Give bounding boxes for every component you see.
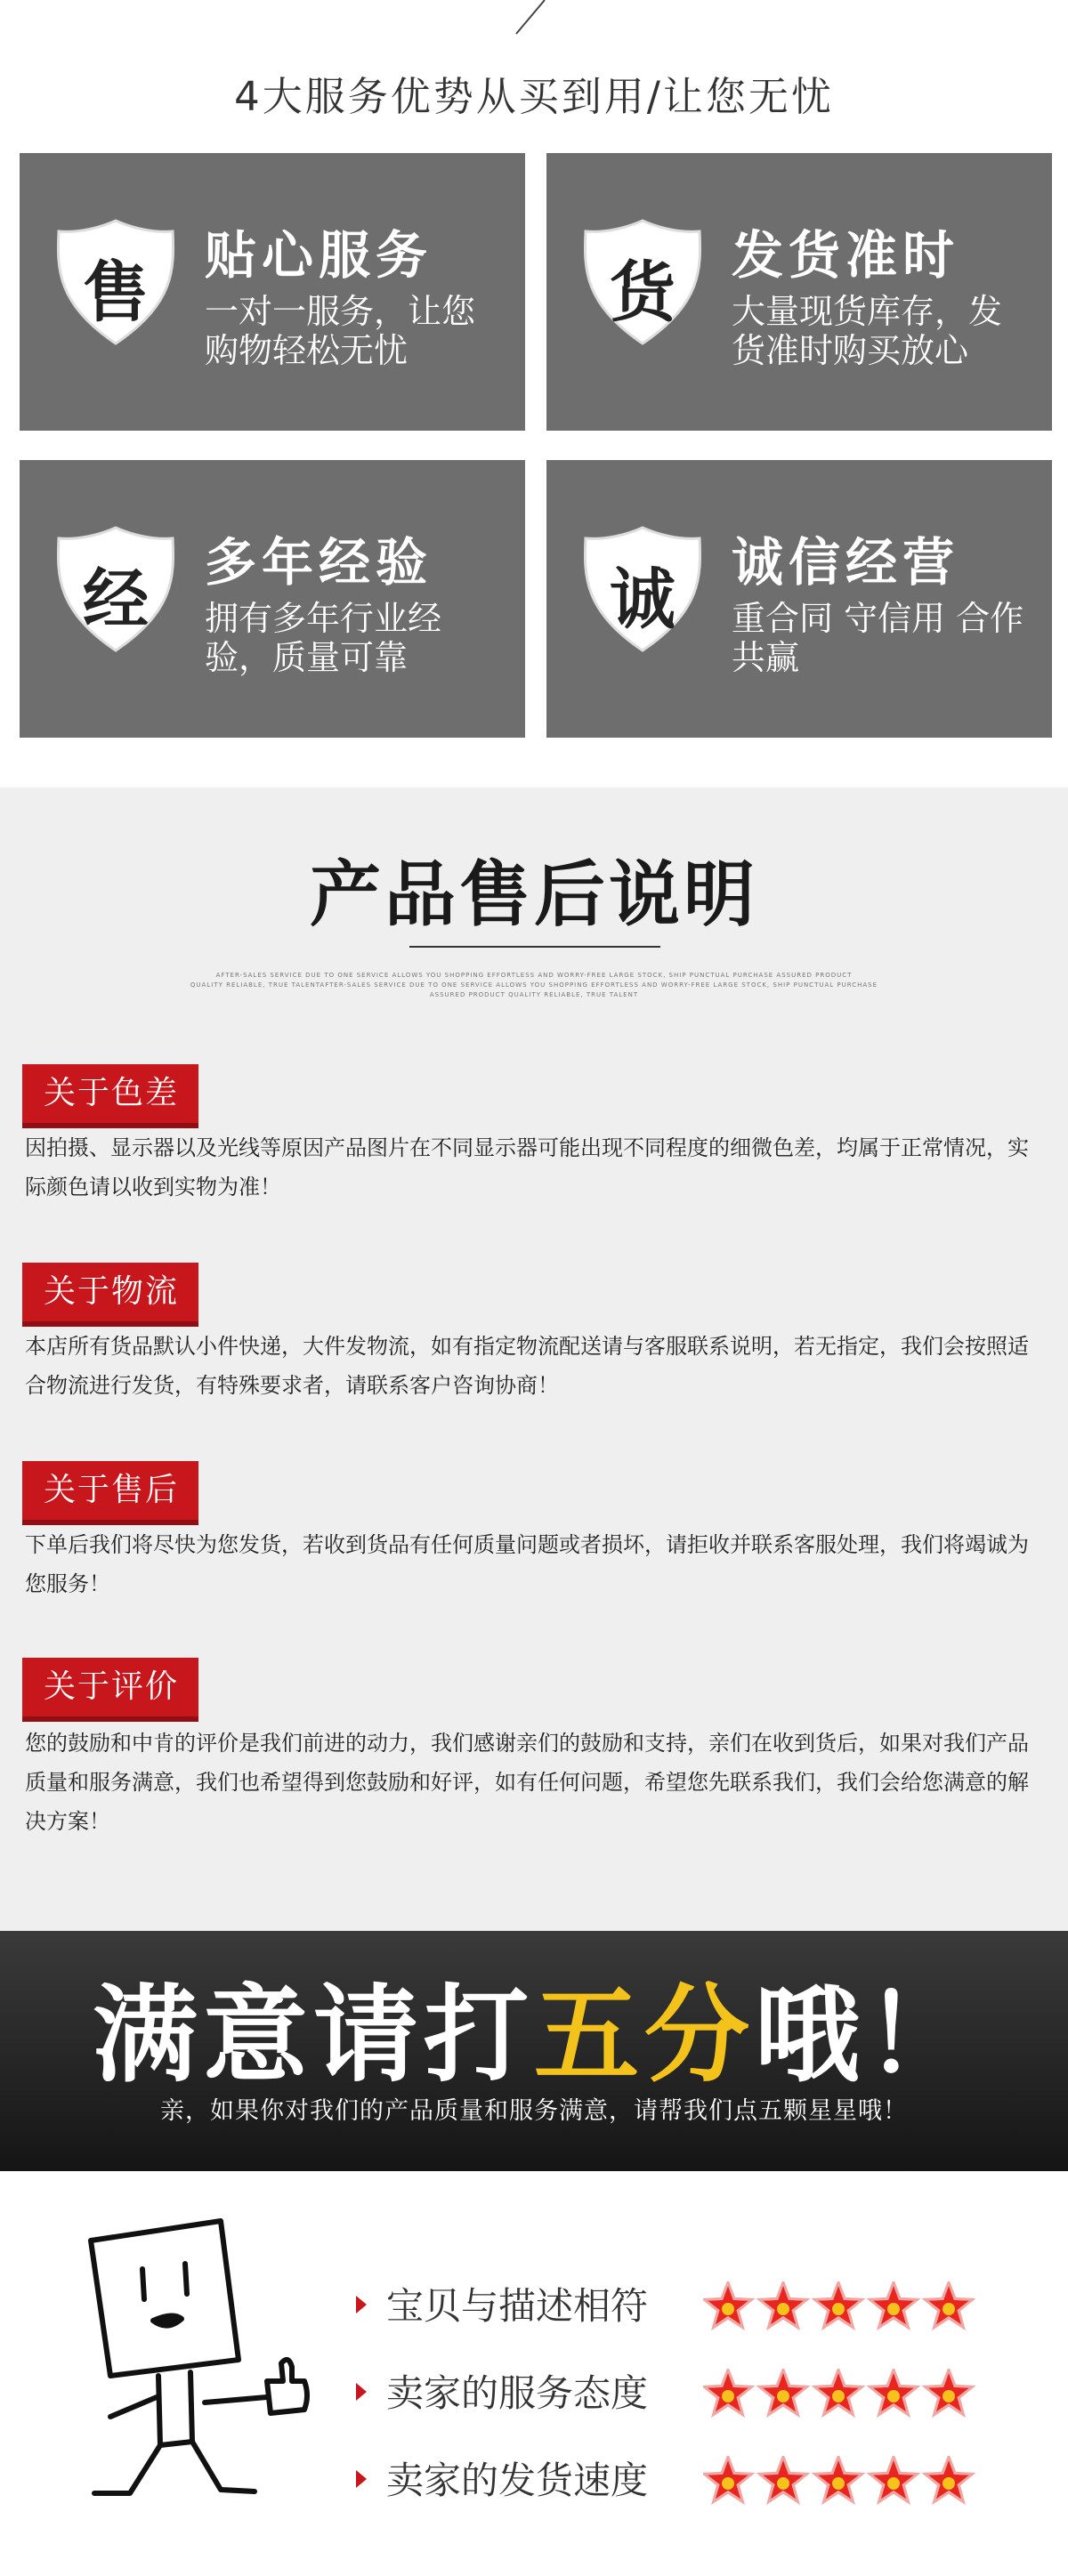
star-center (832, 2477, 845, 2490)
star-center (887, 2303, 900, 2315)
star-center (722, 2477, 734, 2490)
star-center (887, 2390, 900, 2402)
fine-print-line: QUALITY RELIABLE, TRUE TALENTAFTER-SALES SERVICE DUE TO ONE SERVICE ALLOWS YOU SHOPPING EFFORTLESS AND WORRY-FREE LARGE STOCK, SHIP PUNCTUAL PURCHASE (190, 981, 878, 989)
rating-banner (0, 1931, 1068, 2171)
star-center (832, 2390, 845, 2402)
tag-color-difference: 关于色差 (22, 1064, 198, 1123)
paragraph-reviews: 您的鼓励和中肯的评价是我们前进的动力，我们感谢亲们的鼓励和支持，亲们在收到货后，如果对我们产品质量和服务满意，我们也希望得到您鼓励和好评，如有任何问题，希望您先联系我们，我们会给您满意的解决方案！ (25, 1731, 1029, 1834)
banner-title-pre: 满意请打 (92, 1974, 534, 2096)
star-center (777, 2390, 789, 2402)
bullet-arrow-icon (356, 2383, 367, 2401)
card-description: 拥有多年行业经验，质量可靠 (205, 599, 442, 677)
aftersales-title: 产品售后说明 (310, 853, 758, 936)
rating-label: 卖家的发货速度 (386, 2459, 649, 2502)
star-rating (703, 2456, 979, 2506)
mascot-illustration (71, 2207, 329, 2554)
card-description: 大量现货库存，发货准时购买放心 (732, 292, 1003, 370)
tag-reviews: 关于评价 (22, 1658, 198, 1716)
star-center (777, 2303, 789, 2315)
service-advantages-section (0, 0, 1068, 787)
card-description: 一对一服务，让您购物轻松无忧 (205, 292, 476, 370)
banner-title-highlight: 五分 (533, 1974, 755, 2096)
shield-char: 货 (610, 254, 676, 331)
card-description: 重合同 守信用 合作共赢 (732, 599, 1024, 677)
star-center (943, 2390, 955, 2402)
star-center (943, 2477, 955, 2490)
bullet-arrow-icon (356, 2296, 367, 2314)
banner-title-post: 哦！ (755, 1974, 976, 2096)
paragraph-aftersales: 下单后我们将尽快为您发货，若收到货品有任何质量问题或者损坏，请拒收并联系客服处理，我们将竭诚为您服务！ (25, 1532, 1029, 1596)
shield-char: 经 (83, 561, 149, 638)
rating-label: 宝贝与描述相符 (386, 2284, 649, 2328)
paragraph-color-difference: 因拍摄、显示器以及光线等原因产品图片在不同显示器可能出现不同程度的细微色差，均属于正常情况，实际颜色请以收到实物为准！ (25, 1135, 1029, 1199)
shield-char: 售 (83, 254, 149, 331)
star-center (943, 2303, 955, 2315)
banner-title (0, 1950, 1068, 2102)
services-title: 4大服务优势从买到用/让您无忧 (234, 73, 834, 120)
paragraph-logistics: 本店所有货品默认小件快递，大件发物流，如有指定物流配送请与客服联系说明，若无指定，我们会按照适合物流进行发货，有特殊要求者，请联系客户咨询协商！ (25, 1334, 1029, 1398)
fine-print-line: AFTER-SALES SERVICE DUE TO ONE SERVICE ALLOWS YOU SHOPPING EFFORTLESS AND WORRY-FREE LARGE STOCK, SHIP PUNCTUAL PURCHASE ASSURED PRODUCT (215, 972, 853, 979)
decorative-slash (511, 0, 546, 36)
rating-row-service-attitude (356, 2367, 997, 2420)
fine-print-line: ASSURED PRODUCT QUALITY RELIABLE, TRUE TALENT (429, 991, 639, 998)
rating-row-shipping-speed (356, 2454, 997, 2507)
card-title: 贴心服务 (205, 225, 433, 286)
rating-label: 卖家的服务态度 (386, 2371, 649, 2415)
service-card-experience (20, 460, 525, 738)
card-title: 诚信经营 (732, 532, 960, 593)
star-center (887, 2477, 900, 2490)
service-card-shipping (546, 153, 1052, 431)
aftersales-section (0, 787, 1068, 1931)
rating-row-description-match (356, 2280, 997, 2333)
ratings-section (0, 2171, 1068, 2576)
shield-char: 诚 (610, 561, 676, 638)
service-card-caring (20, 153, 525, 431)
tag-aftersales: 关于售后 (22, 1461, 198, 1520)
star-center (722, 2303, 734, 2315)
star-rating (703, 2281, 979, 2331)
star-center (777, 2477, 789, 2490)
title-divider (409, 946, 660, 948)
star-center (722, 2390, 734, 2402)
service-card-integrity (546, 460, 1052, 738)
star-center (832, 2303, 845, 2315)
card-title: 多年经验 (205, 532, 433, 593)
card-title: 发货准时 (732, 225, 960, 286)
star-rating (703, 2369, 979, 2419)
tag-logistics: 关于物流 (22, 1263, 198, 1321)
banner-subtitle: 亲，如果你对我们的产品质量和服务满意，请帮我们点五颗星星哦！ (160, 2097, 908, 2125)
bullet-arrow-icon (356, 2470, 367, 2488)
